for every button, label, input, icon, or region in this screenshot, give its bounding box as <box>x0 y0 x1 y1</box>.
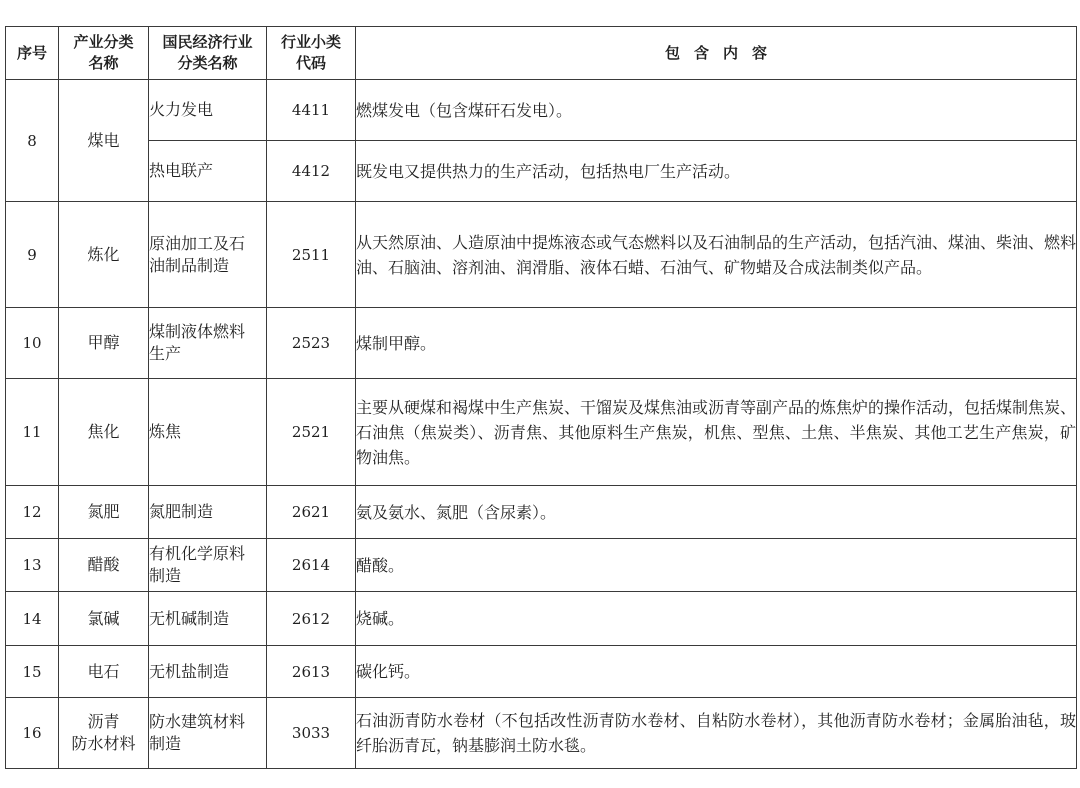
row-category: 电石 <box>59 646 149 698</box>
row-industry-line1: 防水建筑材料 <box>149 712 246 731</box>
row-seq: 16 <box>6 698 59 769</box>
row-industry-line2: 油制品制造 <box>149 255 230 275</box>
row-code: 2523 <box>267 308 356 379</box>
row-seq: 14 <box>6 592 59 646</box>
row-category <box>59 698 149 769</box>
row-code: 2612 <box>267 592 356 646</box>
table-row <box>6 308 1077 379</box>
row-code: 4411 <box>267 80 356 141</box>
row-industry <box>149 308 267 379</box>
header-category-line2: 名称 <box>88 54 119 72</box>
row-industry: 无机碱制造 <box>149 592 267 646</box>
row-content: 碳化钙。 <box>356 646 1077 698</box>
header-industry-line1: 国民经济行业 <box>162 33 253 51</box>
row-seq: 13 <box>6 539 59 592</box>
row-category: 炼化 <box>59 202 149 308</box>
row-content: 既发电又提供热力的生产活动，包括热电厂生产活动。 <box>356 141 1077 202</box>
row-content: 氨及氨水、氮肥（含尿素）。 <box>356 486 1077 539</box>
row-content: 石油沥青防水卷材（不包括改性沥青防水卷材、自粘防水卷材），其他沥青防水卷材；金属胎油毡，玻纤胎沥青瓦，钠基膨润土防水毯。 <box>356 698 1077 769</box>
row-content: 从天然原油、人造原油中提炼液态或气态燃料以及石油制品的生产活动，包括汽油、煤油、柴油、燃料油、石脑油、溶剂油、润滑脂、液体石蜡、石油气、矿物蜡及合成法制类似产品。 <box>356 202 1077 308</box>
row-code: 2613 <box>267 646 356 698</box>
row-industry <box>149 539 267 592</box>
header-category-line1: 产业分类 <box>73 33 134 51</box>
row-seq: 12 <box>6 486 59 539</box>
row-code: 3033 <box>267 698 356 769</box>
row-industry-line2: 生产 <box>149 344 182 363</box>
header-code-line1: 行业小类 <box>280 33 341 51</box>
row-category: 煤电 <box>59 80 149 202</box>
row-industry-line1: 煤制液体燃料 <box>149 322 246 341</box>
row-code: 2521 <box>267 379 356 486</box>
row-code: 2511 <box>267 202 356 308</box>
row-category-line1: 沥青 <box>87 712 120 731</box>
header-code <box>267 27 356 80</box>
row-seq: 8 <box>6 80 59 202</box>
row-category: 氮肥 <box>59 486 149 539</box>
table-row <box>6 486 1077 539</box>
table-row <box>6 379 1077 486</box>
row-category-line2: 防水材料 <box>71 734 136 753</box>
row-seq: 9 <box>6 202 59 308</box>
row-industry: 无机盐制造 <box>149 646 267 698</box>
table-row <box>6 80 1077 141</box>
header-category <box>59 27 149 80</box>
row-category: 氯碱 <box>59 592 149 646</box>
row-industry-line2: 制造 <box>149 566 182 585</box>
header-industry-line2: 分类名称 <box>177 54 238 72</box>
table-row <box>6 698 1077 769</box>
row-content: 煤制甲醇。 <box>356 308 1077 379</box>
row-industry: 火力发电 <box>149 80 267 141</box>
table-header-row <box>6 27 1077 80</box>
row-code: 2614 <box>267 539 356 592</box>
header-seq: 序号 <box>6 27 59 80</box>
row-code: 2621 <box>267 486 356 539</box>
row-category: 焦化 <box>59 379 149 486</box>
row-content: 烧碱。 <box>356 592 1077 646</box>
industry-classification-table <box>5 26 1077 769</box>
table-row <box>6 592 1077 646</box>
row-category: 醋酸 <box>59 539 149 592</box>
row-industry: 炼焦 <box>149 379 267 486</box>
row-code: 4412 <box>267 141 356 202</box>
table-row <box>6 141 1077 202</box>
row-industry-line1: 有机化学原料 <box>149 544 246 563</box>
header-industry <box>149 27 267 80</box>
row-seq: 15 <box>6 646 59 698</box>
header-content: 包含内容 <box>356 27 1077 80</box>
row-industry-line2: 制造 <box>149 734 182 753</box>
table-row <box>6 539 1077 592</box>
row-seq: 10 <box>6 308 59 379</box>
row-industry <box>149 202 267 308</box>
row-industry: 热电联产 <box>149 141 267 202</box>
row-seq: 11 <box>6 379 59 486</box>
table-row <box>6 202 1077 308</box>
row-industry: 氮肥制造 <box>149 486 267 539</box>
row-industry <box>149 698 267 769</box>
table-row <box>6 646 1077 698</box>
row-category: 甲醇 <box>59 308 149 379</box>
header-code-line2: 代码 <box>295 54 326 72</box>
row-content: 燃煤发电（包含煤矸石发电）。 <box>356 80 1077 141</box>
row-content: 醋酸。 <box>356 539 1077 592</box>
row-industry-line1: 原油加工及石 <box>149 233 246 253</box>
row-content: 主要从硬煤和褐煤中生产焦炭、干馏炭及煤焦油或沥青等副产品的炼焦炉的操作活动，包括煤制焦炭、石油焦（焦炭类）、沥青焦、其他原料生产焦炭，机焦、型焦、土焦、半焦炭、其他工艺生产焦炭，矿物油焦。 <box>356 379 1077 486</box>
